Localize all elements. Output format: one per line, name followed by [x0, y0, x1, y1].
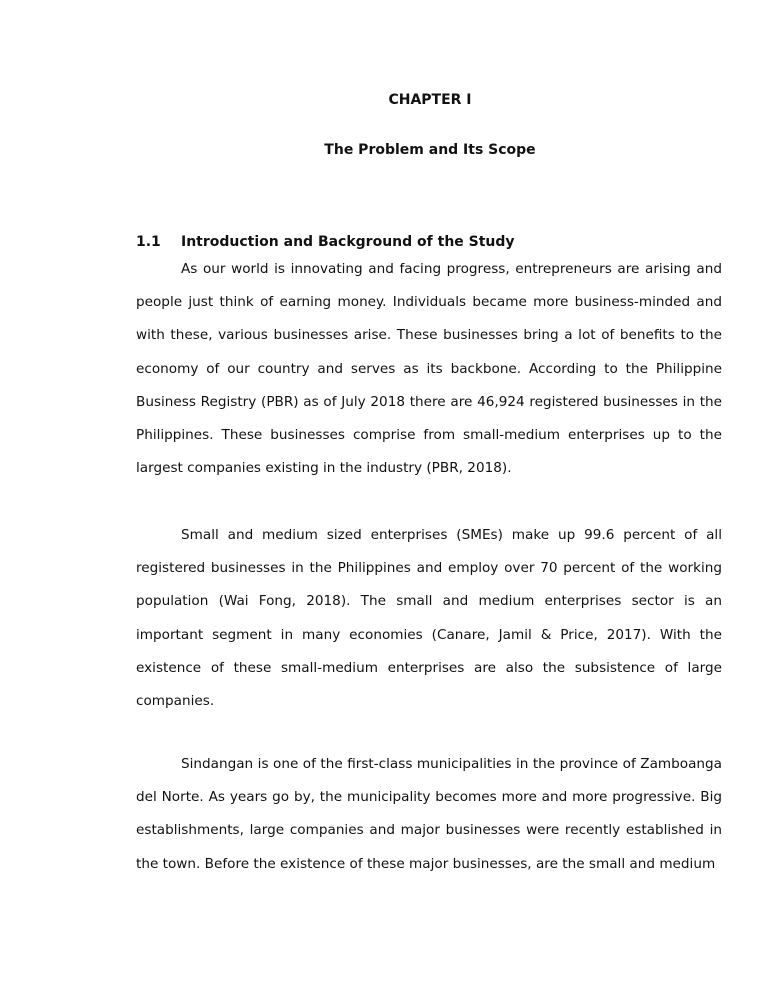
section-number: 1.1 [136, 234, 161, 250]
section-title: Introduction and Background of the Study [181, 234, 515, 250]
paragraph-2: Small and medium sized enterprises (SMEs) make up 99.6 percent of all registered businesses in the Philippines and employ over 70 percent of the working population (Wai Fong, 2018). The small and medium enterprises sector is an important segment in many economies (Canare, Jamil & Price, 2017). With the existence of these small-medium enterprises are also the subsistence of large companies. [136, 527, 722, 710]
paragraph-1: As our world is innovating and facing progress, entrepreneurs are arising and people just think of earning money. Individuals became more business-minded and with these, various businesses arise. These businesses bring a lot of benefits to the economy of our country and serves as its backbone. According to the Philippine Business Registry (PBR) as of July 2018 there are 46,924 registered businesses in the Philippines. These businesses comprise from small-medium enterprises up to the largest companies existing in the industry (PBR, 2018). [136, 261, 722, 477]
paragraph-3: Sindangan is one of the first-class municipalities in the province of Zamboanga del Norte. As years go by, the municipality becomes more and more progressive. Big establishments, large companies and major businesses were recently established in the town. Before the existence of these major businesses, are the small and medium [136, 756, 722, 872]
chapter-label: CHAPTER I [388, 92, 472, 108]
section-heading [136, 233, 515, 251]
chapter-title: The Problem and Its Scope [324, 142, 536, 158]
